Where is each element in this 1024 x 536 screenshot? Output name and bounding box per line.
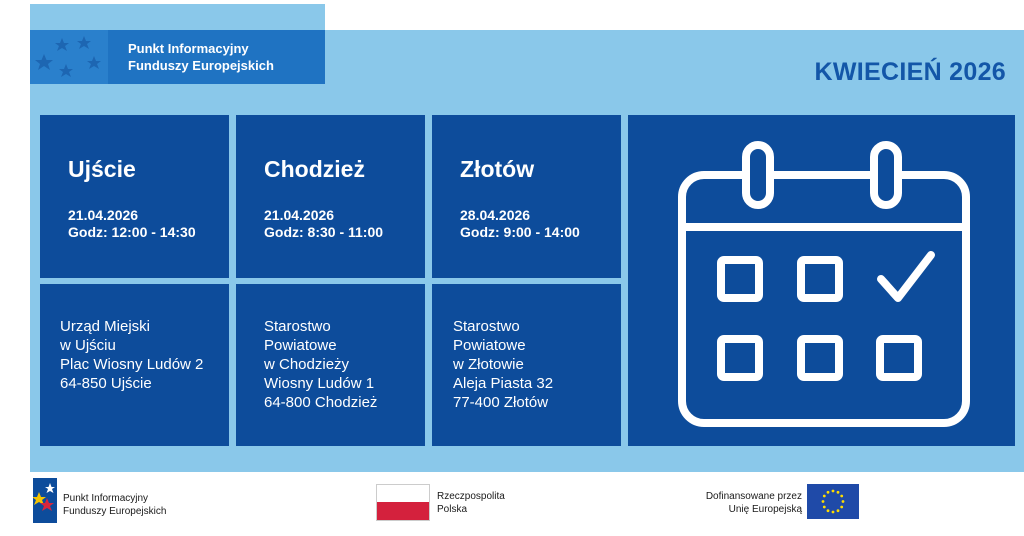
eu-line-1: Dofinansowane przez	[705, 491, 802, 502]
calendar-panel	[628, 115, 1015, 446]
address-line: 77-400 Złotów	[453, 394, 549, 411]
date: 21.04.2026	[68, 207, 139, 223]
address-card-zlotow	[432, 284, 621, 446]
address	[453, 317, 553, 412]
rp-line-2: Polska	[437, 504, 468, 515]
address-line: 64-850 Ujście	[60, 375, 152, 392]
hours: Godz: 9:00 - 14:00	[460, 224, 580, 240]
address	[60, 317, 203, 393]
address-line: Aleja Piasta 32	[453, 375, 554, 392]
date-time	[264, 207, 383, 241]
hours: Godz: 8:30 - 11:00	[264, 224, 384, 240]
address-line: Powiatowe	[264, 337, 337, 354]
address-line: w Złotowie	[453, 356, 524, 373]
polish-flag-icon	[376, 484, 430, 521]
month-title: KWIECIEŃ 2026	[814, 58, 1006, 86]
header-line-1: Punkt Informacyjny	[128, 41, 249, 56]
date-time	[68, 207, 196, 241]
city-name: Chodzież	[264, 156, 365, 182]
calendar-icon	[628, 115, 1015, 446]
pife-stars-logo	[30, 30, 108, 84]
city-name: Złotów	[460, 156, 535, 182]
date: 21.04.2026	[264, 207, 335, 223]
date: 28.04.2026	[460, 207, 531, 223]
eu-footer-text	[690, 490, 802, 516]
pife-line-1: Punkt Informacyjny	[63, 493, 149, 504]
address-line: Wiosny Ludów 1	[264, 375, 375, 392]
rp-footer-text	[437, 490, 505, 516]
address-line: w Chodzieży	[264, 356, 350, 373]
address-line: Urząd Miejski	[60, 318, 151, 335]
address	[264, 317, 377, 412]
location-card-zlotow	[432, 115, 621, 278]
address-line: Plac Wiosny Ludów 2	[60, 356, 204, 373]
rp-line-1: Rzeczpospolita	[437, 491, 505, 502]
hours: Godz: 12:00 - 14:30	[68, 224, 196, 240]
location-card-ujscie	[40, 115, 229, 278]
pife-footer-text	[63, 492, 166, 518]
header-banner	[30, 30, 325, 84]
footer	[0, 475, 1024, 536]
address-card-ujscie	[40, 284, 229, 446]
header-line-2: Funduszy Europejskich	[128, 58, 274, 73]
pife-logo-icon	[33, 478, 57, 523]
eu-flag-icon	[807, 484, 859, 519]
address-line: Starostwo	[264, 318, 331, 335]
date-time	[460, 207, 580, 241]
location-card-chodziez	[236, 115, 425, 278]
address-card-chodziez	[236, 284, 425, 446]
checkmark-icon	[881, 255, 931, 298]
eu-line-2: Unię Europejską	[728, 504, 802, 515]
city-name: Ujście	[68, 156, 136, 182]
pife-line-2: Funduszy Europejskich	[63, 506, 167, 517]
header-title	[128, 40, 274, 74]
address-line: Powiatowe	[453, 337, 526, 354]
address-line: 64-800 Chodzież	[264, 394, 378, 411]
address-line: w Ujściu	[60, 337, 116, 354]
address-line: Starostwo	[453, 318, 520, 335]
